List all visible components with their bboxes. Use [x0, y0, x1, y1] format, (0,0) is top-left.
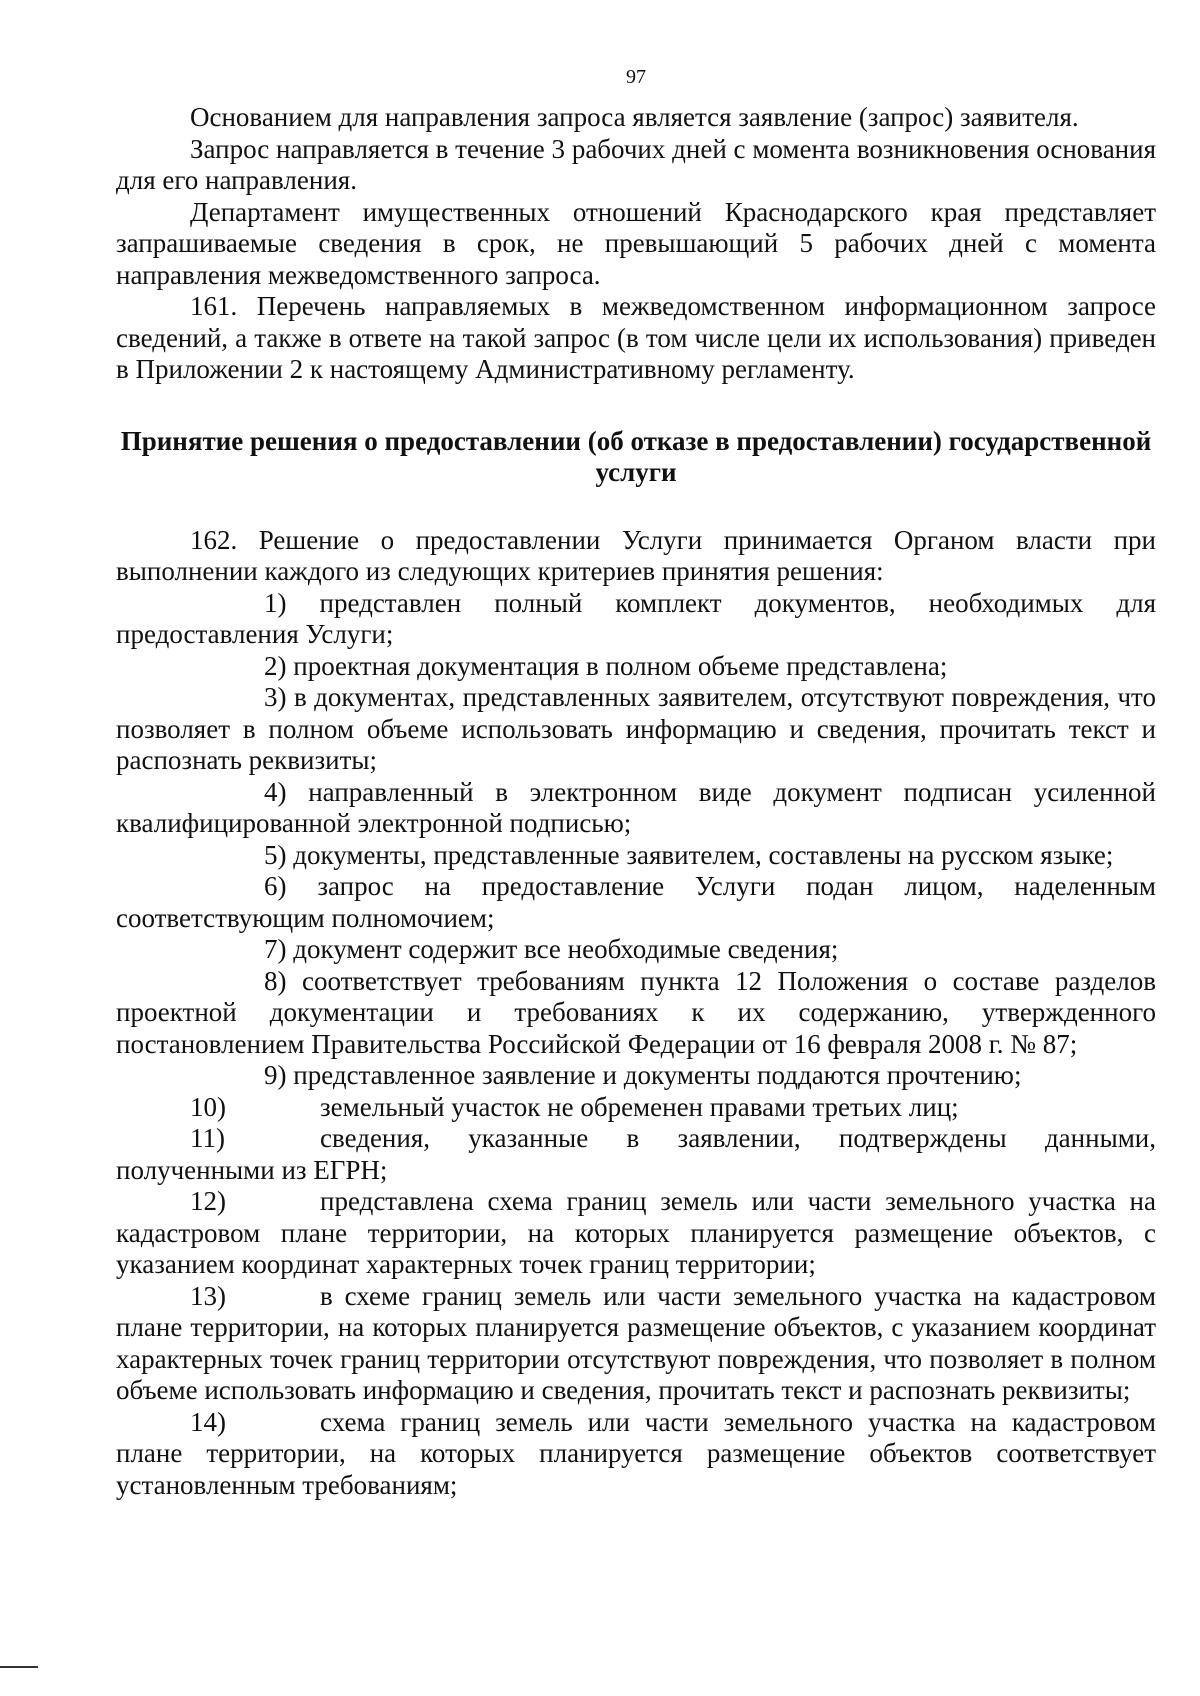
- criterion-number: 7): [264, 934, 287, 964]
- criterion-text: схема границ земель или части земельного участка на кадастровом плане территории, на которых планируется размещение объектов соответствует установленным требованиям;: [116, 1406, 1156, 1500]
- criterion-number: 3): [264, 682, 287, 712]
- criterion-4: [116, 777, 1156, 840]
- criterion-12: [116, 1186, 1156, 1281]
- criterion-number: 4): [264, 776, 287, 807]
- criterion-number: 11): [190, 1123, 225, 1153]
- criterion-number: 14): [190, 1406, 226, 1437]
- criterion-text: направленный в электронном виде документ подписан усиленной квалифицированной электронной подписью;: [116, 776, 1157, 838]
- scan-edge-mark: [0, 1666, 38, 1668]
- paragraph-request-deadline: Запрос направляется в течение 3 рабочих дней с момента возникновения основания для его направления.: [116, 133, 1156, 195]
- criterion-text: проектная документация в полном объеме представлена;: [293, 650, 948, 681]
- paragraph-162: 162. Решение о предоставлении Услуги принимается Органом власти при выполнении каждого из следующих критериев принятия решения:: [116, 524, 1156, 586]
- criterion-text: в документах, представленных заявителем, отсутствуют повреждения, что позволяет в полном объеме использовать информацию и сведения, прочитать текст и распознать реквизиты;: [116, 682, 1157, 775]
- criterion-9: [116, 1060, 1156, 1092]
- criterion-text: запрос на предоставление Услуги подан лицом, наделенным соответствующим полномочием;: [116, 871, 1157, 933]
- criterion-11: [116, 1123, 1156, 1186]
- criterion-number: 1): [264, 587, 287, 618]
- criterion-3: [116, 682, 1156, 777]
- criterion-number: 5): [264, 839, 287, 870]
- paragraph-161: 161. Перечень направляемых в межведомственном информационном запросе сведений, а также в ответе на такой запрос (в том числе цели их использования) приведен в Приложении 2 к настоящему Административному регламенту.: [116, 291, 1156, 384]
- paragraph-basis: Основанием для направления запроса является заявление (запрос) заявителя.: [190, 102, 1079, 132]
- criterion-text: соответствует требованиям пункта 12 Положения о составе разделов проектной документации и требованиях к их содержанию, утвержденного постановлением Правительства Российской Федерации от 16 февраля 2008 г. № 87;: [116, 965, 1157, 1059]
- criterion-number: 6): [264, 871, 287, 901]
- criterion-1: [116, 588, 1156, 651]
- criterion-6: [116, 871, 1156, 934]
- criterion-text: сведения, указанные в заявлении, подтверждены данными, полученными из ЕГРН;: [116, 1123, 1156, 1185]
- criterion-text: представлена схема границ земель или части земельного участка на кадастровом плане территории, на которых планируется размещение объектов, с указанием координат характерных точек границ территории;: [116, 1186, 1156, 1279]
- paragraph-department: Департамент имущественных отношений Краснодарского края представляет запрашиваемые сведения в срок, не превышающий 5 рабочих дней с момента направления межведомственного запроса.: [116, 196, 1156, 290]
- criterion-8: [116, 966, 1156, 1061]
- criterion-text: представленное заявление и документы поддаются прочтению;: [293, 1060, 1022, 1090]
- criterion-text: земельный участок не обременен правами третьих лиц;: [320, 1091, 959, 1122]
- criterion-number: 13): [190, 1280, 226, 1311]
- page-number: 97: [626, 66, 646, 88]
- criterion-number: 10): [190, 1091, 226, 1122]
- criterion-text: в схеме границ земель или части земельного участка на кадастровом плане территории, на которых планируется размещение объектов, с указанием координат характерных точек границ территории отсутствуют повреждения, что позволяет в полном объеме использовать информацию и сведения, прочитать текст и распознать реквизиты;: [116, 1280, 1156, 1405]
- criterion-number: 12): [190, 1186, 226, 1216]
- criterion-text: документ содержит все необходимые сведения;: [293, 934, 839, 964]
- criterion-text: представлен полный комплект документов, необходимых для предоставления Услуги;: [116, 587, 1157, 649]
- document-page: [116, 60, 1156, 1501]
- criterion-7: [116, 934, 1156, 966]
- section-heading: Принятие решения о предоставлении (об отказе в предоставлении) государственной услуги: [120, 425, 1152, 487]
- criterion-number: 2): [264, 650, 287, 681]
- criterion-14: [116, 1407, 1156, 1502]
- criterion-number: 8): [264, 965, 287, 996]
- criterion-10: [116, 1092, 1156, 1124]
- criterion-13: [116, 1281, 1156, 1407]
- criterion-text: документы, представленные заявителем, составлены на русском языке;: [293, 839, 1114, 870]
- criterion-number: 9): [264, 1060, 287, 1090]
- criterion-2: [116, 651, 1156, 683]
- criterion-5: [116, 840, 1156, 872]
